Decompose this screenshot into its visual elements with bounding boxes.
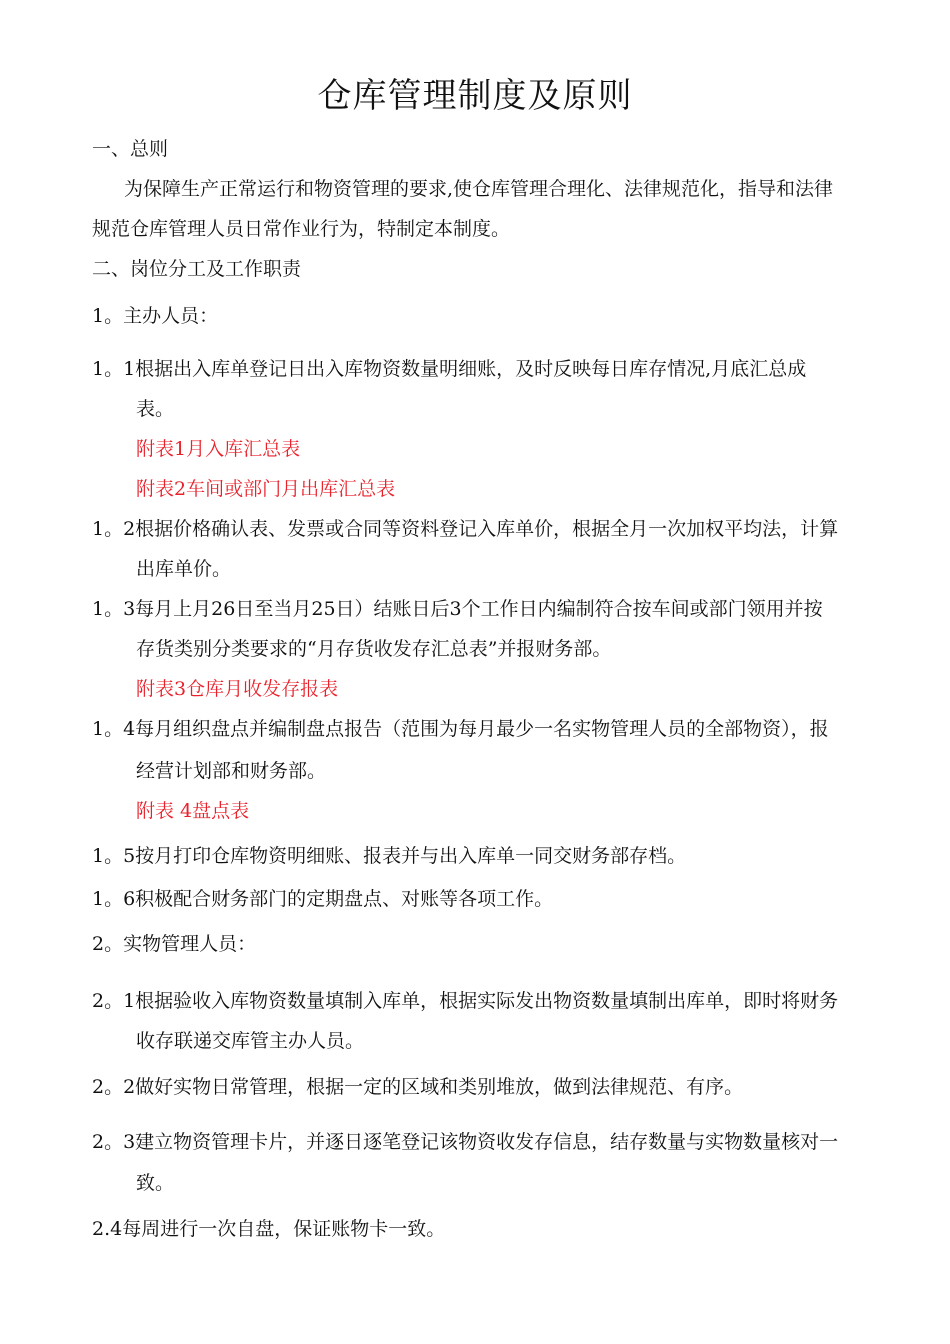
appendix-note: 附表3仓库月收发存报表 xyxy=(136,678,339,700)
section-heading-general: 一、总则 xyxy=(92,138,169,160)
list-item: 1。2根据价格确认表、发票或合同等资料登记入库单价，根据全月一次加权平均法，计算 xyxy=(92,518,839,540)
subheading-lead-staff: 1。主办人员： xyxy=(92,305,219,327)
section-heading-duties: 二、岗位分工及工作职责 xyxy=(92,258,302,280)
appendix-note: 附表1月入库汇总表 xyxy=(136,438,301,460)
list-item-continuation: 存货类别分类要求的“月存货收发存汇总表”并报财务部。 xyxy=(136,638,612,660)
list-item: 1。3每月上月26日至当月25日）结账日后3个工作日内编制符合按车间或部门领用并按 xyxy=(92,598,823,620)
appendix-note: 附表 4盘点表 xyxy=(136,800,250,822)
document-title: 仓库管理制度及原则 xyxy=(317,76,633,116)
appendix-note: 附表2车间或部门月出库汇总表 xyxy=(136,478,396,500)
list-item-continuation: 出库单价。 xyxy=(136,558,232,580)
list-item: 2。2做好实物日常管理，根据一定的区域和类别堆放，做到法律规范、有序。 xyxy=(92,1076,744,1098)
list-item-continuation: 收存联递交库管主办人员。 xyxy=(136,1030,365,1052)
paragraph-line: 规范仓库管理人员日常作业行为，特制定本制度。 xyxy=(92,218,511,240)
list-item-continuation: 经营计划部和财务部。 xyxy=(136,760,327,782)
list-item: 2。1根据验收入库物资数量填制入库单，根据实际发出物资数量填制出库单，即时将财务 xyxy=(92,990,839,1012)
list-item-continuation: 致。 xyxy=(136,1172,175,1194)
list-item: 2.4每周进行一次自盘，保证账物卡一致。 xyxy=(92,1218,446,1240)
list-item: 1。6积极配合财务部门的定期盘点、对账等各项工作。 xyxy=(92,888,554,910)
list-item: 2。3建立物资管理卡片，并逐日逐笔登记该物资收发存信息，结存数量与实物数量核对一 xyxy=(92,1131,839,1153)
list-item: 1。5按月打印仓库物资明细账、报表并与出入库单一同交财务部存档。 xyxy=(92,845,687,867)
list-item: 1。4每月组织盘点并编制盘点报告（范围为每月最少一名实物管理人员的全部物资），报 xyxy=(92,718,829,740)
subheading-physical-staff: 2。实物管理人员： xyxy=(92,933,257,955)
list-item: 1。1根据出入库单登记日出入库物资数量明细账，及时反映每日库存情况,月底汇总成 xyxy=(92,358,807,380)
paragraph-line: 为保障生产正常运行和物资管理的要求,使仓库管理合理化、法律规范化，指导和法律 xyxy=(124,178,834,200)
list-item-continuation: 表。 xyxy=(136,398,175,420)
